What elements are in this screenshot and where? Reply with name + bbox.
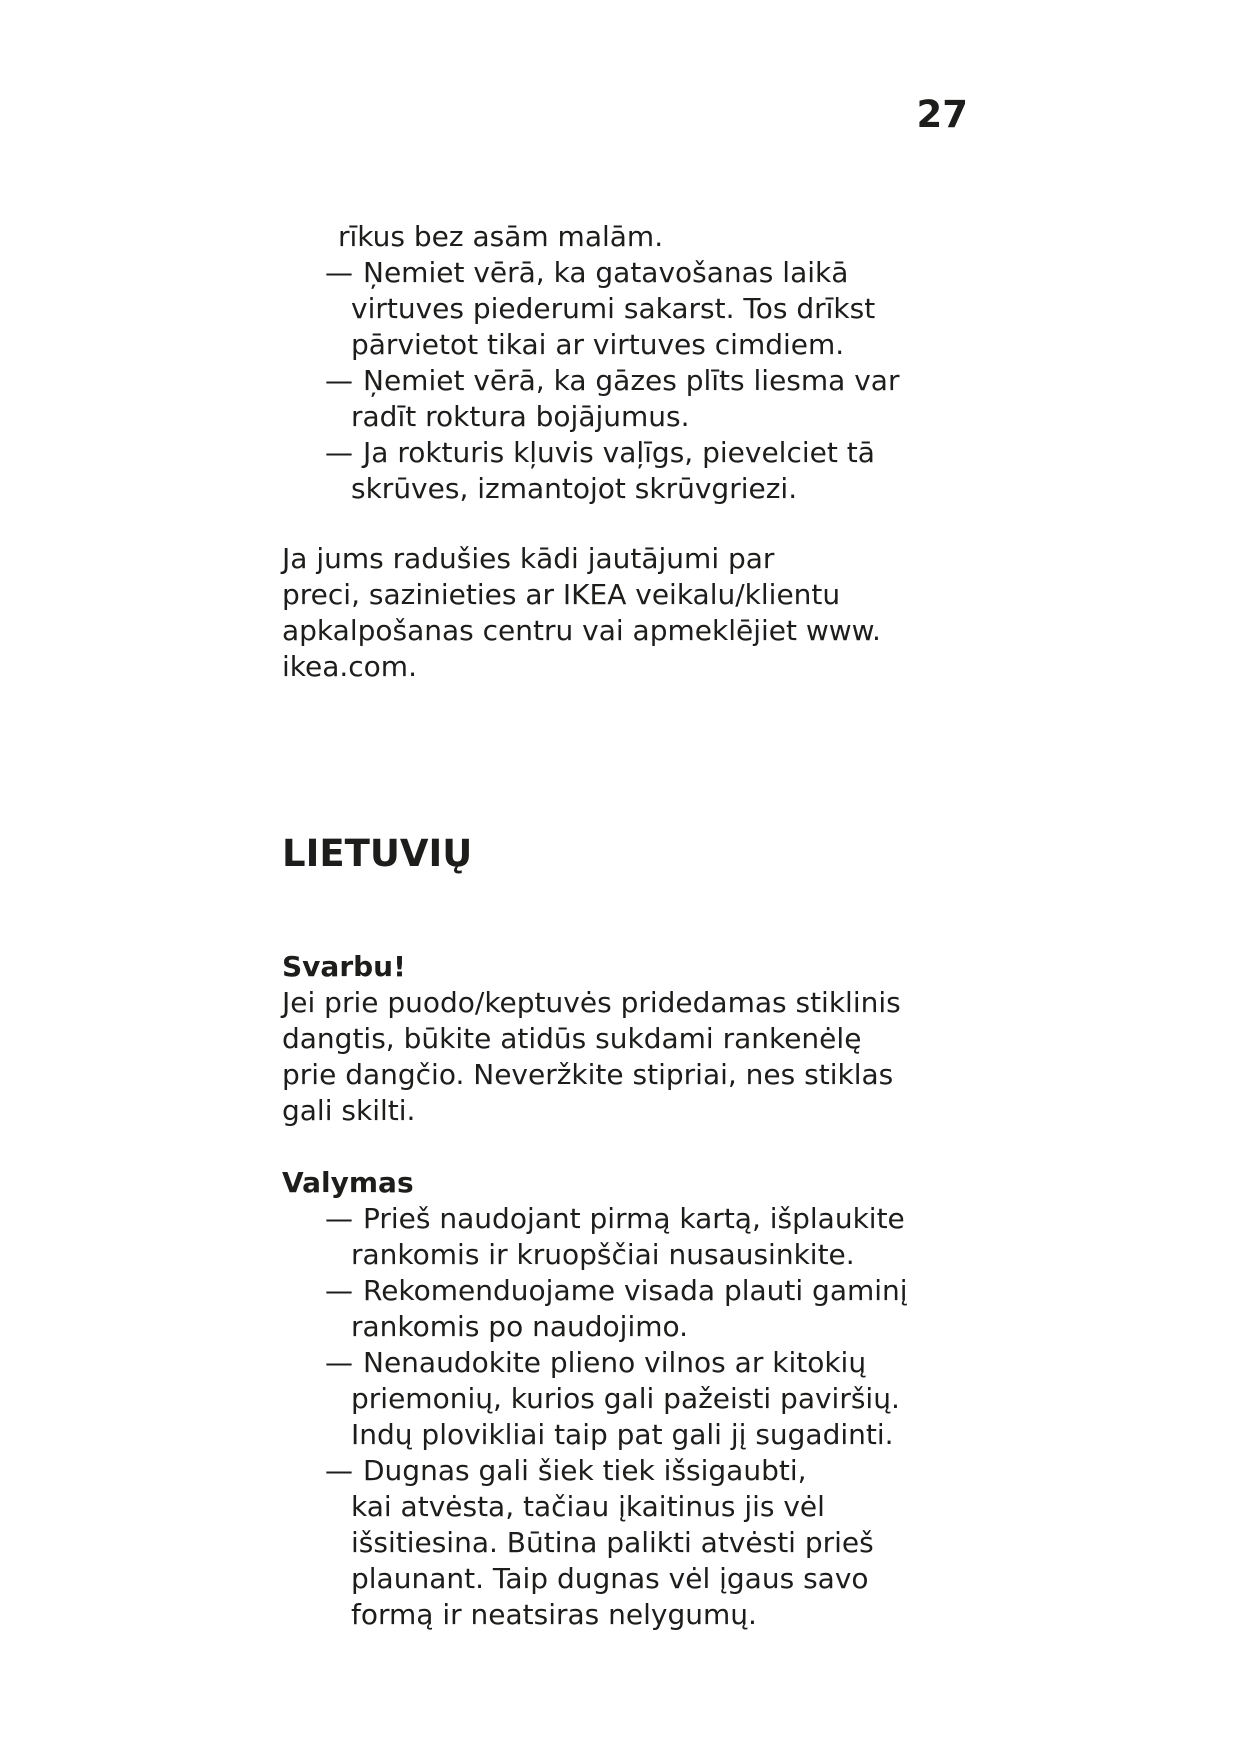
- list-line: Dugnas gali šiek tiek išsigaubti,: [363, 1454, 807, 1487]
- continuation-line: rīkus bez asām malām.: [338, 220, 664, 253]
- paragraph-line: apkalpošanas centru vai apmeklējiet www.: [282, 614, 881, 647]
- list-item: [282, 1201, 982, 1273]
- dash-marker: —: [325, 1346, 353, 1379]
- list-line: pārvietot tikai ar virtuves cimdiem.: [351, 328, 845, 361]
- latvian-instructions-continued: [282, 219, 982, 507]
- list-line: Prieš naudojant pirmą kartą, išplaukite: [363, 1202, 905, 1235]
- dash-marker: —: [325, 1454, 353, 1487]
- paragraph-line: gali skilti.: [282, 1094, 416, 1127]
- list-line: Ņemiet vērā, ka gatavošanas laikā: [363, 256, 849, 289]
- paragraph-line: prie dangčio. Neveržkite stipriai, nes stiklas: [282, 1058, 894, 1091]
- list-line: virtuves piederumi sakarst. Tos drīkst: [351, 292, 876, 325]
- paragraph-line: ikea.com.: [282, 650, 417, 683]
- list-line: išsitiesina. Būtina palikti atvėsti prieš: [351, 1526, 874, 1559]
- list-line: priemonių, kurios gali pažeisti paviršių.: [351, 1382, 900, 1415]
- list-line: Rekomenduojame visada plauti gaminį: [363, 1274, 908, 1307]
- cleaning-section: [282, 1165, 982, 1633]
- list-line: kai atvėsta, tačiau įkaitinus jis vėl: [351, 1490, 825, 1523]
- list-line: plaunant. Taip dugnas vėl įgaus savo: [351, 1562, 869, 1595]
- cleaning-heading: Valymas: [282, 1166, 414, 1199]
- dash-marker: —: [325, 364, 353, 397]
- dash-marker: —: [325, 256, 353, 289]
- dash-marker: —: [325, 1274, 353, 1307]
- important-heading: Svarbu!: [282, 950, 406, 983]
- list-line: Ja rokturis kļuvis vaļīgs, pievelciet tā: [363, 436, 875, 469]
- list-line: rankomis ir kruopščiai nusausinkite.: [351, 1238, 855, 1271]
- paragraph-line: dangtis, būkite atidūs sukdami rankenėlę: [282, 1022, 862, 1055]
- list-item: [282, 1273, 982, 1345]
- list-line: Nenaudokite plieno vilnos ar kitokių: [363, 1346, 867, 1379]
- list-item: [282, 255, 982, 363]
- list-item: [282, 1345, 982, 1453]
- list-item: [282, 1453, 982, 1633]
- dash-marker: —: [325, 436, 353, 469]
- list-item: [282, 435, 982, 507]
- list-line: radīt roktura bojājumus.: [351, 400, 690, 433]
- contact-paragraph: [282, 541, 982, 685]
- paragraph-line: Ja jums radušies kādi jautājumi par: [282, 542, 775, 575]
- list-line: Ņemiet vērā, ka gāzes plīts liesma var: [363, 364, 900, 397]
- dash-marker: —: [325, 1202, 353, 1235]
- list-line: rankomis po naudojimo.: [351, 1310, 689, 1343]
- page-number: 27: [916, 93, 968, 136]
- paragraph-line: preci, sazinieties ar IKEA veikalu/klientu: [282, 578, 841, 611]
- list-line: skrūves, izmantojot skrūvgriezi.: [351, 472, 798, 505]
- paragraph-line: Jei prie puodo/keptuvės pridedamas stiklinis: [282, 986, 901, 1019]
- list-line: Indų plovikliai taip pat gali jį sugadinti.: [351, 1418, 894, 1451]
- section-heading-lietuviu: LIETUVIŲ: [282, 832, 473, 875]
- list-item: [282, 363, 982, 435]
- important-notice: [282, 949, 982, 1129]
- list-line: formą ir neatsiras nelygumų.: [351, 1598, 757, 1631]
